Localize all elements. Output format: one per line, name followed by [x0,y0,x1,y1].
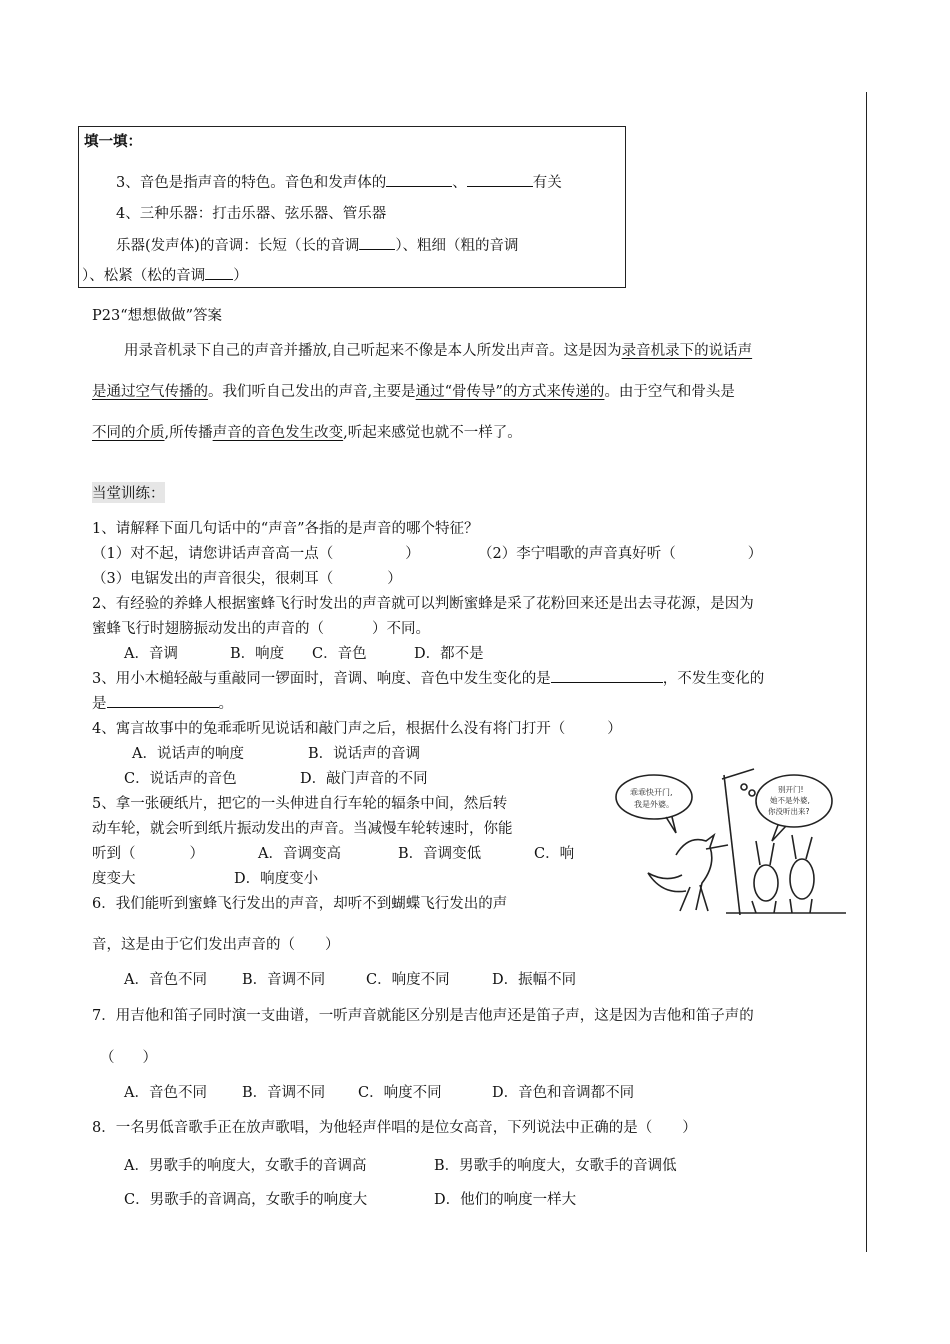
q6-line-2: 音，这是由于它们发出声音的（ ） [92,937,340,953]
training-heading: 当堂训练： [92,482,165,503]
q8-option[interactable]: D．他们的响度一样大 [434,1192,577,1208]
right-bubble-line: 她不是外婆, [770,796,810,805]
q3-line-1: 3、用小木槌轻敲与重敲同一锣面时，音调、响度、音色中发生变化的是 ，不发生变化的 [92,671,765,687]
q5-option[interactable]: C．响 [534,846,575,862]
q4-option[interactable]: C．说话声的音色 [124,771,237,787]
left-bubble-line: 我是外婆。 [634,800,674,809]
p23-line-2: 是通过空气传播的。我们听自己发出的声音,主要是通过“骨传导”的方式来传递的。由于空气和骨头是 [92,384,735,400]
q8-option[interactable]: B．男歌手的响度大，女歌手的音调低 [434,1158,677,1174]
blank[interactable] [359,237,395,250]
fill-line-1: 3、音色是指声音的特色。音色和发声体的 、 有关 [116,175,562,191]
q4-option[interactable]: B．说话声的音调 [308,746,421,762]
q5-line-2: 动车轮，就会听到纸片振动发出的声音。当减慢车轮转速时，你能 [92,821,513,837]
blank[interactable] [467,174,533,187]
q2-option[interactable]: C．音色 [312,646,367,662]
q6-option[interactable]: C．响度不同 [366,972,450,988]
q2-option[interactable]: A．音调 [124,646,178,662]
q2-option[interactable]: B．响度 [230,646,285,662]
q6-option[interactable]: D．振幅不同 [492,972,577,988]
q5-line-1: 5、拿一张硬纸片，把它的一头伸进自行车轮的辐条中间，然后转 [92,796,508,812]
q8: 8．一名男低音歌手正在放声歌唱，为他轻声伴唱的是位女高音，下列说法中正确的是（ ） [92,1120,697,1136]
q7-option[interactable]: D．音色和音调都不同 [492,1085,635,1101]
q6-line-1: 6．我们能听到蜜蜂飞行发出的声音，却听不到蝴蝶飞行发出的声 [92,896,508,912]
p23-line-1: 用录音机录下自己的声音并播放,自己听起来不像是本人所发出声音。这是因为录音机录下的说话声 [124,343,753,359]
q4-option[interactable]: A．说话声的响度 [132,746,244,762]
q7-option[interactable]: C．响度不同 [358,1085,442,1101]
q1-part-2: （2）李宁唱歌的声音真好听（ ） [478,546,763,562]
p23-heading: P23“想想做做”答案 [92,308,223,324]
q7-option[interactable]: B．音调不同 [242,1085,326,1101]
q7-line-1: 7．用吉他和笛子同时演一支曲谱，一听声音就能区分别是吉他声还是笛子声，这是因为吉他和笛子声的 [92,1008,754,1024]
q5-line-3: 听到（ ） [92,846,204,862]
blank[interactable] [386,174,452,187]
margin-rule [866,92,867,1252]
wolf-and-rabbits-illustration [606,765,858,915]
q2-line-1: 2、有经验的养蜂人根据蜜蜂飞行时发出的声音就可以判断蜜蜂是采了花粉回来还是出去寻花源，是因为 [92,596,754,612]
q7-option[interactable]: A．音色不同 [124,1085,207,1101]
q5-option[interactable]: A．音调变高 [258,846,341,862]
q5-line-4: 度变大 [92,871,136,887]
q5-option[interactable]: D．响度变小 [234,871,319,887]
q1-part-1: （1）对不起，请您讲话声音高一点（ ） [92,546,420,562]
p23-line-3: 不同的介质,所传播声音的音色发生改变,听起来感觉也就不一样了。 [92,425,522,441]
q6-option[interactable]: A．音色不同 [124,972,207,988]
q5-option[interactable]: B．音调变低 [398,846,482,862]
right-bubble-line: 你没听出来? [768,807,810,816]
blank[interactable] [107,695,219,708]
fill-line-4: ）、松紧（松的音调 ） [82,268,248,284]
right-bubble-line: 别开门! [778,785,804,794]
q3-line-2: 是 。 [92,696,233,712]
blank[interactable] [205,267,233,280]
blank[interactable] [551,670,663,683]
fill-line-3: 乐器(发声体)的音调：长短（长的音调 ）、粗细（粗的音调 [116,238,519,254]
q2-line-2: 蜜蜂飞行时翅膀振动发出的声音的（ ）不同。 [92,621,430,637]
left-bubble-line: 乖乖快开门, [630,788,673,797]
q4: 4、寓言故事中的兔乖乖听见说话和敲门声之后，根据什么没有将门打开（ ） [92,721,622,737]
q1-part-3: （3）电锯发出的声音很尖，很刺耳（ ） [92,571,402,587]
fill-box-title: 填一填： [84,134,142,150]
q4-option[interactable]: D．敲门声音的不同 [300,771,428,787]
q6-option[interactable]: B．音调不同 [242,972,326,988]
q2-option[interactable]: D．都不是 [414,646,484,662]
q8-option[interactable]: A．男歌手的响度大，女歌手的音调高 [124,1158,367,1174]
q1: 1、请解释下面几句话中的“声音”各指的是声音的哪个特征？ [92,521,479,537]
q7-line-2: （ ） [100,1050,157,1066]
q8-option[interactable]: C．男歌手的音调高，女歌手的响度大 [124,1192,368,1208]
fill-line-2: 4、三种乐器：打击乐器、弦乐器、管乐器 [116,206,387,222]
